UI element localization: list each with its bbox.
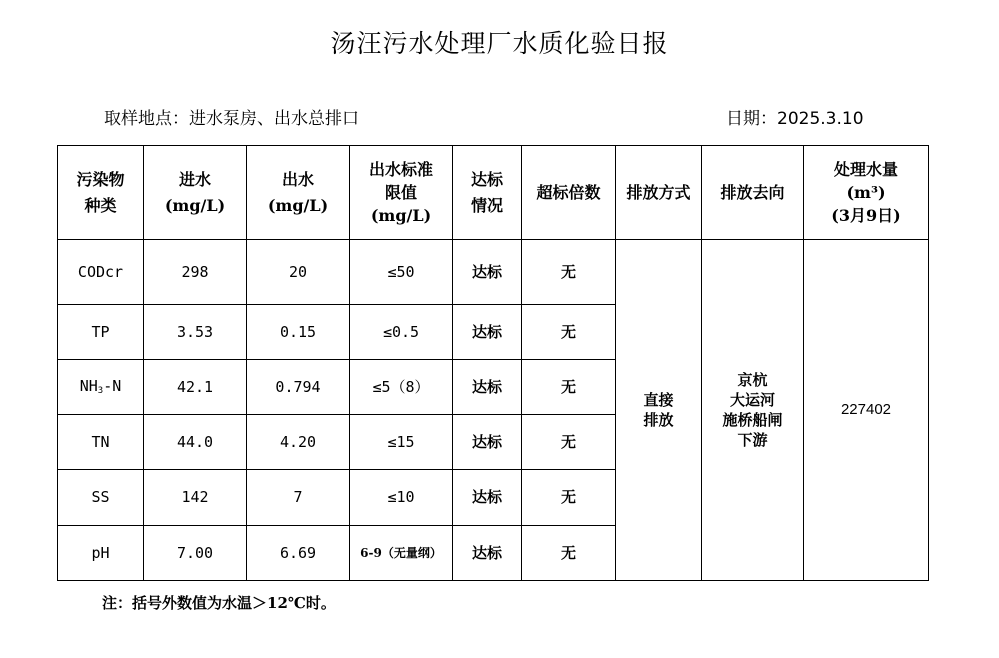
limit-cell: ≤15	[350, 415, 453, 470]
header-inflow: 进水 (mg/L)	[144, 146, 247, 240]
limit-cell: ≤10	[350, 470, 453, 526]
header-discharge-method: 排放方式	[616, 146, 702, 240]
exceed-cell: 无	[522, 360, 616, 415]
pollutant-cell: pH	[58, 526, 144, 581]
compliance-cell: 达标	[453, 470, 522, 526]
compliance-cell: 达标	[453, 415, 522, 470]
limit-cell: ≤50	[350, 240, 453, 305]
exceed-cell: 无	[522, 415, 616, 470]
outflow-cell: 0.794	[247, 360, 350, 415]
header-limit: 出水标准 限值 (mg/L)	[350, 146, 453, 240]
inflow-cell: 142	[144, 470, 247, 526]
exceed-cell: 无	[522, 240, 616, 305]
inflow-cell: 7.00	[144, 526, 247, 581]
outflow-cell: 4.20	[247, 415, 350, 470]
inflow-cell: 44.0	[144, 415, 247, 470]
inflow-cell: 3.53	[144, 305, 247, 360]
header-compliance: 达标 情况	[453, 146, 522, 240]
volume-cell: 227402	[804, 240, 929, 581]
inflow-cell: 298	[144, 240, 247, 305]
exceed-cell: 无	[522, 526, 616, 581]
compliance-cell: 达标	[453, 360, 522, 415]
water-quality-table	[57, 145, 929, 581]
header-discharge-dest: 排放去向	[702, 146, 804, 240]
limit-cell: 6-9（无量纲）	[350, 526, 453, 581]
report-date: 日期：2025.3.10	[726, 109, 864, 129]
pollutant-cell: $NH_3-N$	[58, 360, 144, 415]
outflow-cell: 7	[247, 470, 350, 526]
pollutant-cell: SS	[58, 470, 144, 526]
outflow-cell: 20	[247, 240, 350, 305]
report-title: 汤汪污水处理厂水质化验日报	[330, 29, 669, 58]
sampling-location: 取样地点：进水泵房、出水总排口	[104, 109, 359, 129]
exceed-cell: 无	[522, 470, 616, 526]
pollutant-cell: CODcr	[58, 240, 144, 305]
pollutant-cell: TP	[58, 305, 144, 360]
outflow-cell: 6.69	[247, 526, 350, 581]
header-exceed: 超标倍数	[522, 146, 616, 240]
outflow-cell: 0.15	[247, 305, 350, 360]
pollutant-cell: TN	[58, 415, 144, 470]
compliance-cell: 达标	[453, 305, 522, 360]
compliance-cell: 达标	[453, 240, 522, 305]
limit-cell: ≤5（8）	[350, 360, 453, 415]
discharge-method-cell: 直接 排放	[616, 240, 702, 581]
header-pollutant: 污染物 种类	[58, 146, 144, 240]
exceed-cell: 无	[522, 305, 616, 360]
header-outflow: 出水 (mg/L)	[247, 146, 350, 240]
inflow-cell: 42.1	[144, 360, 247, 415]
limit-cell: ≤0.5	[350, 305, 453, 360]
footnote: 注：括号外数值为水温＞12℃时。	[102, 594, 336, 612]
header-row	[58, 146, 929, 240]
compliance-cell: 达标	[453, 526, 522, 581]
header-volume: 处理水量 (m³) (3月9日)	[804, 146, 929, 240]
discharge-dest-cell: 京杭 大运河 施桥船闸 下游	[702, 240, 804, 581]
table-row	[58, 240, 929, 305]
